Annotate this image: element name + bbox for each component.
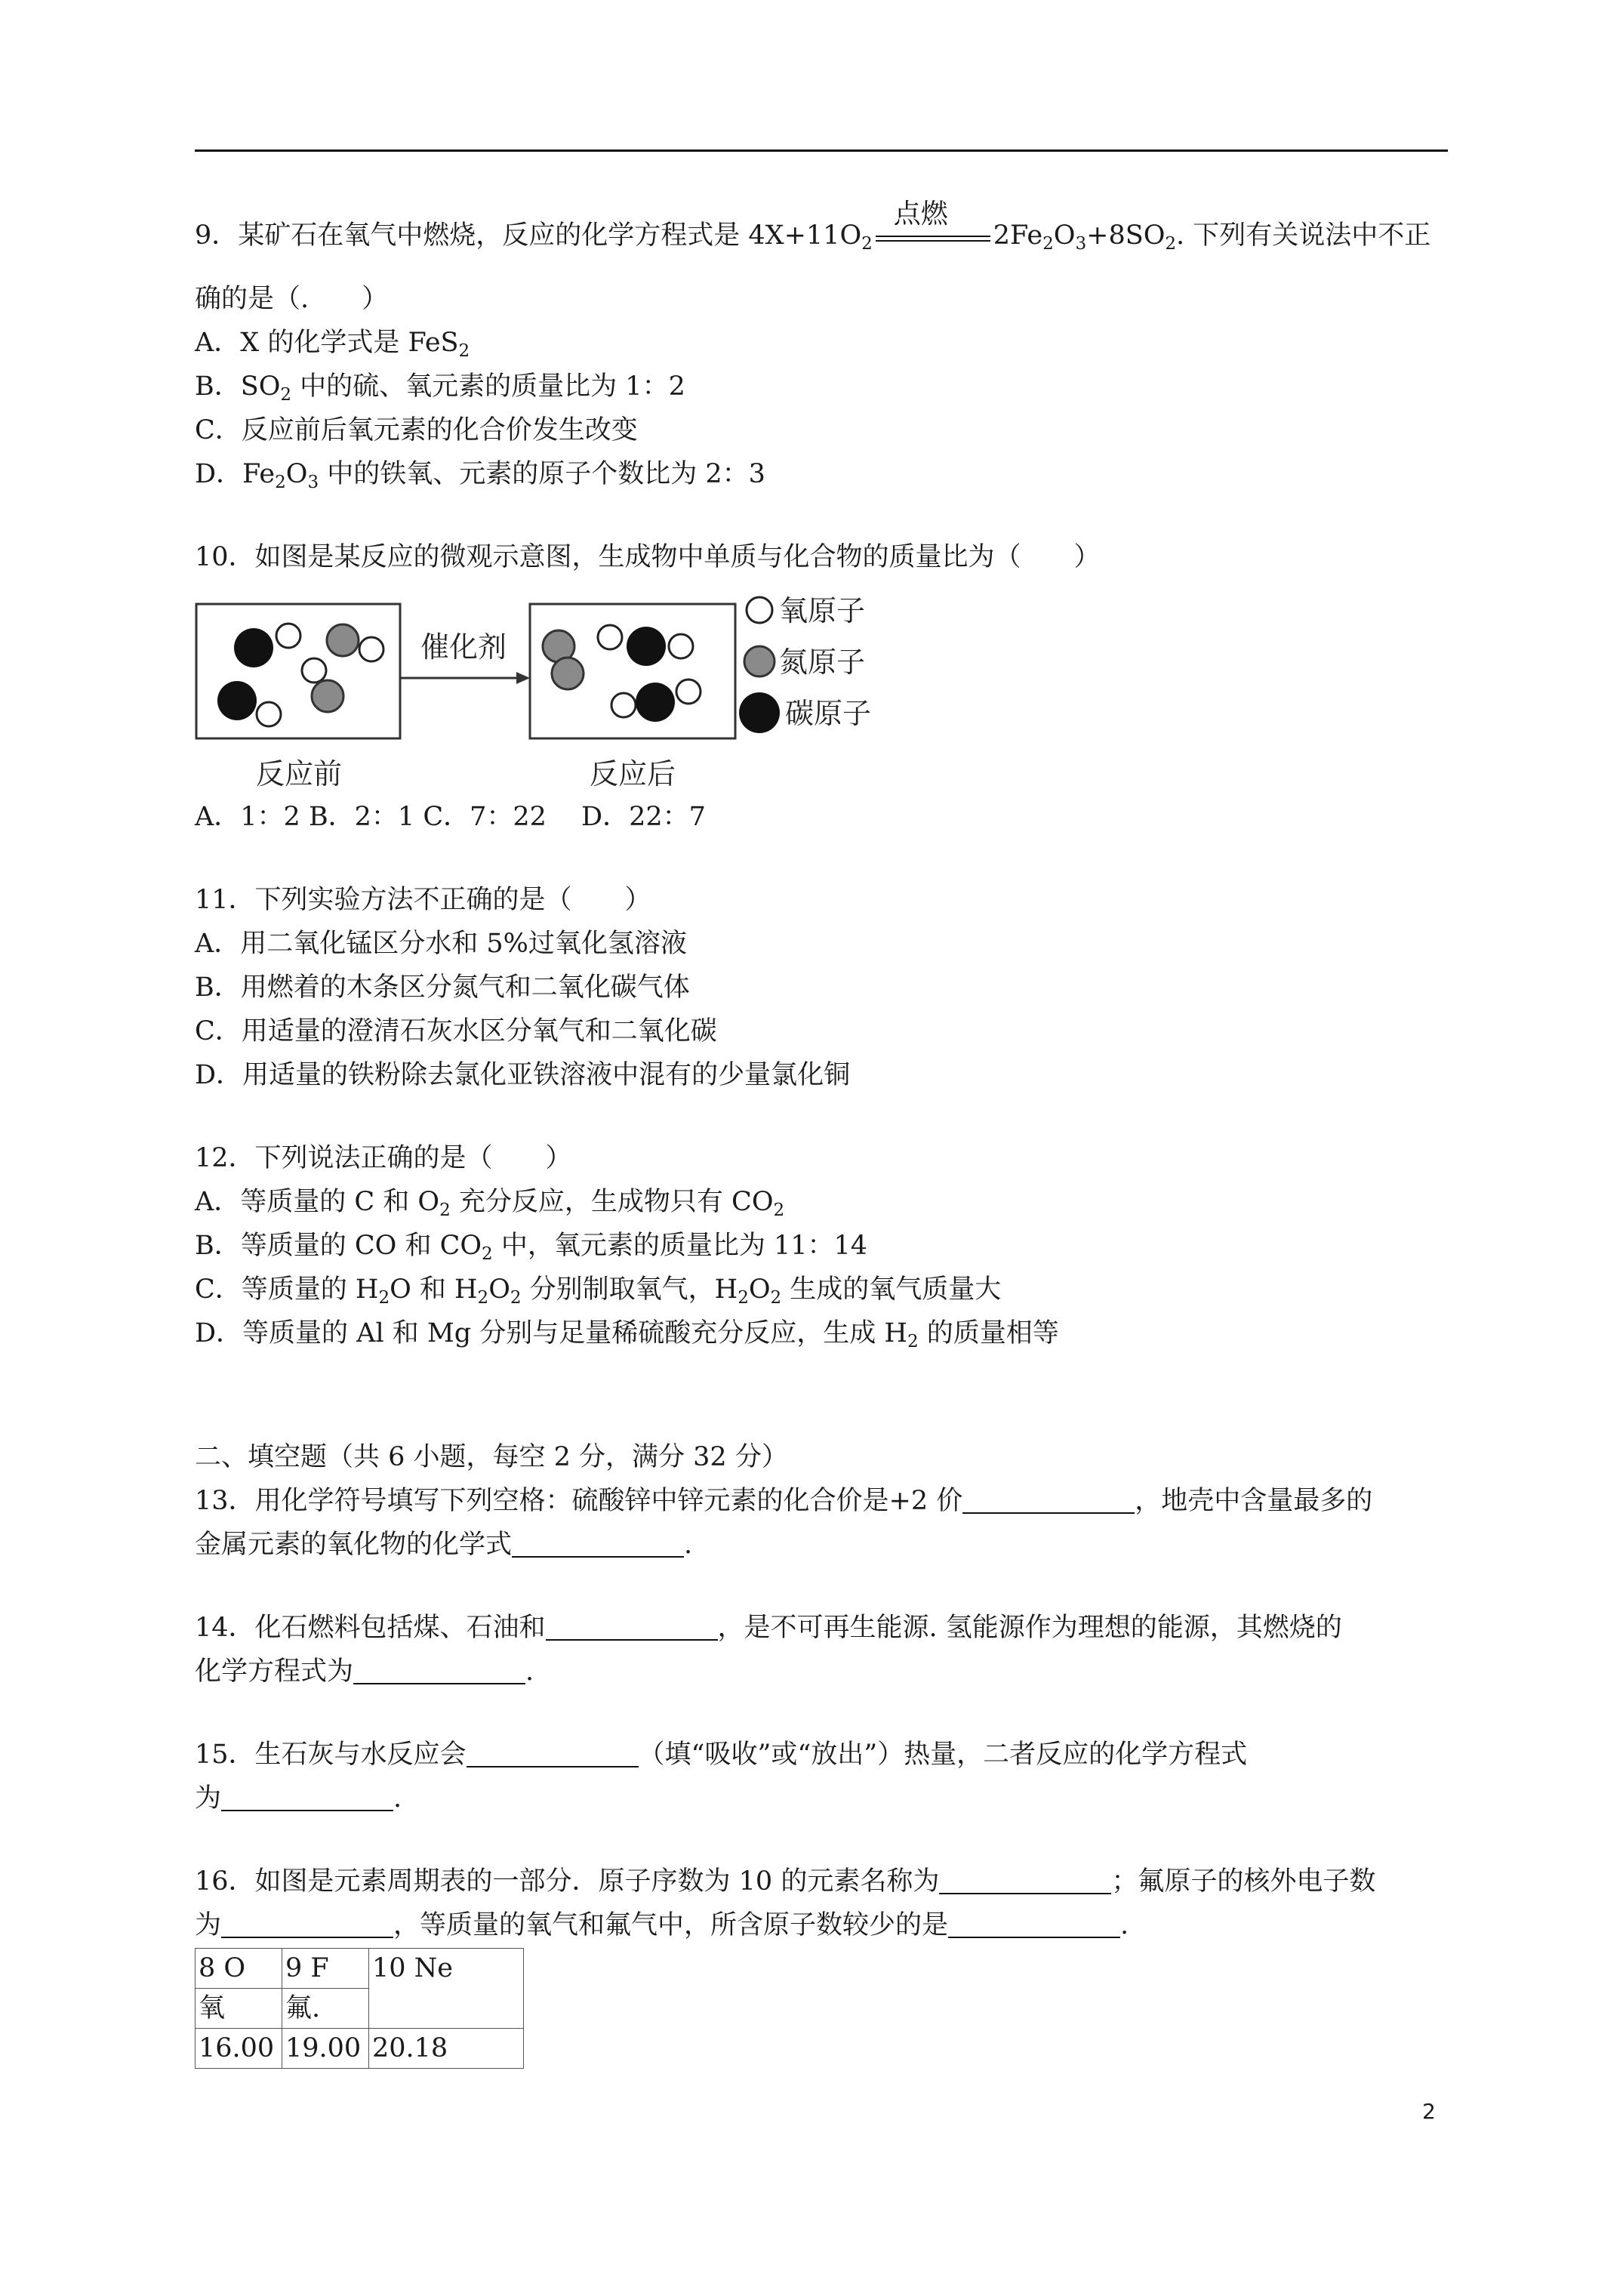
cell-fluorine-mass: 19.00 (282, 2029, 369, 2069)
q14-line2: 化学方程式为 . (195, 1657, 534, 1687)
oxygen-atom (359, 637, 383, 661)
cell-oxygen-name: 氧 (196, 1989, 282, 2029)
arrow-head (516, 672, 530, 684)
q12-option-c: C．等质量的 $H_2O$ 和 $H_2O_2$ 分别制取氧气，$H_2O_2$ 生成的氧气质量大 (195, 1274, 1002, 1308)
oxygen-atom (276, 624, 300, 648)
q13-line1: 13．用化学符号填写下列空格：硫酸锌中锌元素的化合价是+2 价 ，地壳中含量最多的 (195, 1486, 1373, 1516)
after-label: 反应后 (589, 757, 676, 791)
carbon-atom (234, 628, 273, 667)
reaction-micro-diagram (193, 589, 918, 793)
oxygen-atom (302, 658, 326, 683)
q12-option-a: A．等质量的 C 和 $O_2$ 充分反应，生成物只有 $CO_2$ (195, 1187, 785, 1220)
section-heading: 二、填空题（共 6 小题，每空 2 分，满分 32 分） (195, 1442, 788, 1472)
cell-fluorine-name: 氟. (282, 1989, 369, 2029)
q11-option-a: A．用二氧化锰区分水和 5%过氧化氢溶液 (195, 929, 687, 959)
q9-option-c: C．反应前后氧元素的化合价发生改变 (195, 415, 638, 445)
answer-blank[interactable] (353, 1657, 525, 1684)
q11-option-b: B．用燃着的木条区分氮气和二氧化碳气体 (195, 972, 690, 1003)
q14-line1: 14．化石燃料包括煤、石油和 ，是不可再生能源. 氢能源作为理想的能源，其燃烧的 (195, 1613, 1342, 1643)
answer-blank[interactable] (546, 1613, 718, 1641)
answer-blank[interactable] (939, 1867, 1111, 1894)
q10-options: A．1：2 B．2：1 C．7：22 D．22：7 (195, 802, 706, 832)
before-label: 反应前 (255, 757, 343, 791)
cell-neon-mass: 20.18 (369, 2029, 524, 2069)
q15-line1: 15．生石灰与水反应会 （填“吸收”或“放出”）热量，二者反应的化学方程式 (195, 1740, 1248, 1770)
catalyst-label: 催化剂 (420, 630, 507, 664)
q11-stem: 11．下列实验方法不正确的是（ ） (195, 885, 651, 915)
carbon-atom (217, 681, 257, 720)
nitrogen-atom (327, 624, 359, 656)
q9-stem-cont: 确的是（. ） (195, 284, 389, 314)
carbon-atom (636, 683, 675, 722)
legend-carbon-icon (739, 692, 780, 733)
oxygen-atom (669, 634, 693, 658)
q9-option-b: B．$SO_2$ 中的硫、氧元素的质量比为 1：2 (195, 371, 685, 405)
cell-oxygen-mass: 16.00 (196, 2029, 282, 2069)
q12-option-b: B．等质量的 CO 和 $CO_2$ 中，氧元素的质量比为 11：14 (195, 1231, 868, 1264)
legend-nitrogen: 氮原子 (779, 646, 866, 679)
legend-nitrogen-icon (744, 646, 775, 676)
q10-stem: 10．如图是某反应的微观示意图，生成物中单质与化合物的质量比为（ ） (195, 542, 1101, 572)
legend-oxygen: 氧原子 (779, 594, 866, 627)
oxygen-atom (598, 625, 622, 649)
answer-blank[interactable] (512, 1530, 684, 1558)
q16-line2: 为 ，等质量的氧气和氟气中，所含原子数较少的是 . (195, 1910, 1129, 1940)
reaction-condition: 点燃 (873, 219, 993, 252)
oxygen-atom (676, 680, 701, 704)
before-box (196, 604, 400, 738)
header-rule (195, 149, 1448, 152)
q9-stem: 9．某矿石在氧气中燃烧，反应的化学方程式是 $4X+11O_2$ 点燃 $2Fe_2O_3+8SO_2$. 下列有关说法中不正 (195, 199, 1431, 254)
q11-option-c: C．用适量的澄清石灰水区分氧气和二氧化碳 (195, 1016, 717, 1046)
oxygen-atom (611, 693, 636, 717)
cell-oxygen-symbol: 8 O (196, 1949, 282, 1989)
page-number: 2 (1422, 2099, 1436, 2124)
periodic-table-fragment (195, 1948, 524, 2069)
answer-blank[interactable] (221, 1784, 393, 1811)
q13-line2: 金属元素的氧化物的化学式 . (195, 1530, 693, 1560)
q11-option-d: D．用适量的铁粉除去氯化亚铁溶液中混有的少量氯化铜 (195, 1060, 851, 1090)
q16-line1: 16．如图是元素周期表的一部分．原子序数为 10 的元素名称为 ；氟原子的核外电子数 (195, 1866, 1376, 1897)
q15-line2: 为 . (195, 1783, 402, 1814)
q12-option-d: D．等质量的 Al 和 Mg 分别与足量稀硫酸充分反应，生成 $H_2$ 的质量相等 (195, 1318, 1059, 1351)
nitrogen-atom (552, 658, 584, 689)
answer-blank[interactable] (221, 1911, 393, 1938)
q9-option-d: D．$Fe_2O_3$ 中的铁氧、元素的原子个数比为 2：3 (195, 459, 765, 492)
answer-blank[interactable] (962, 1487, 1135, 1514)
q9-option-a: A．X 的化学式是 FeS$_2$ (195, 328, 470, 361)
q12-stem: 12．下列说法正确的是（ ） (195, 1143, 572, 1173)
cell-fluorine-symbol: 9 F (282, 1949, 369, 1989)
legend-carbon: 碳原子 (785, 697, 872, 730)
answer-blank[interactable] (948, 1911, 1120, 1938)
answer-blank[interactable] (467, 1740, 639, 1767)
carbon-atom (627, 627, 666, 666)
legend-oxygen-icon (747, 597, 772, 623)
cell-neon-symbol: 10 Ne (369, 1949, 524, 2029)
nitrogen-atom (312, 680, 343, 712)
oxygen-atom (257, 702, 281, 726)
